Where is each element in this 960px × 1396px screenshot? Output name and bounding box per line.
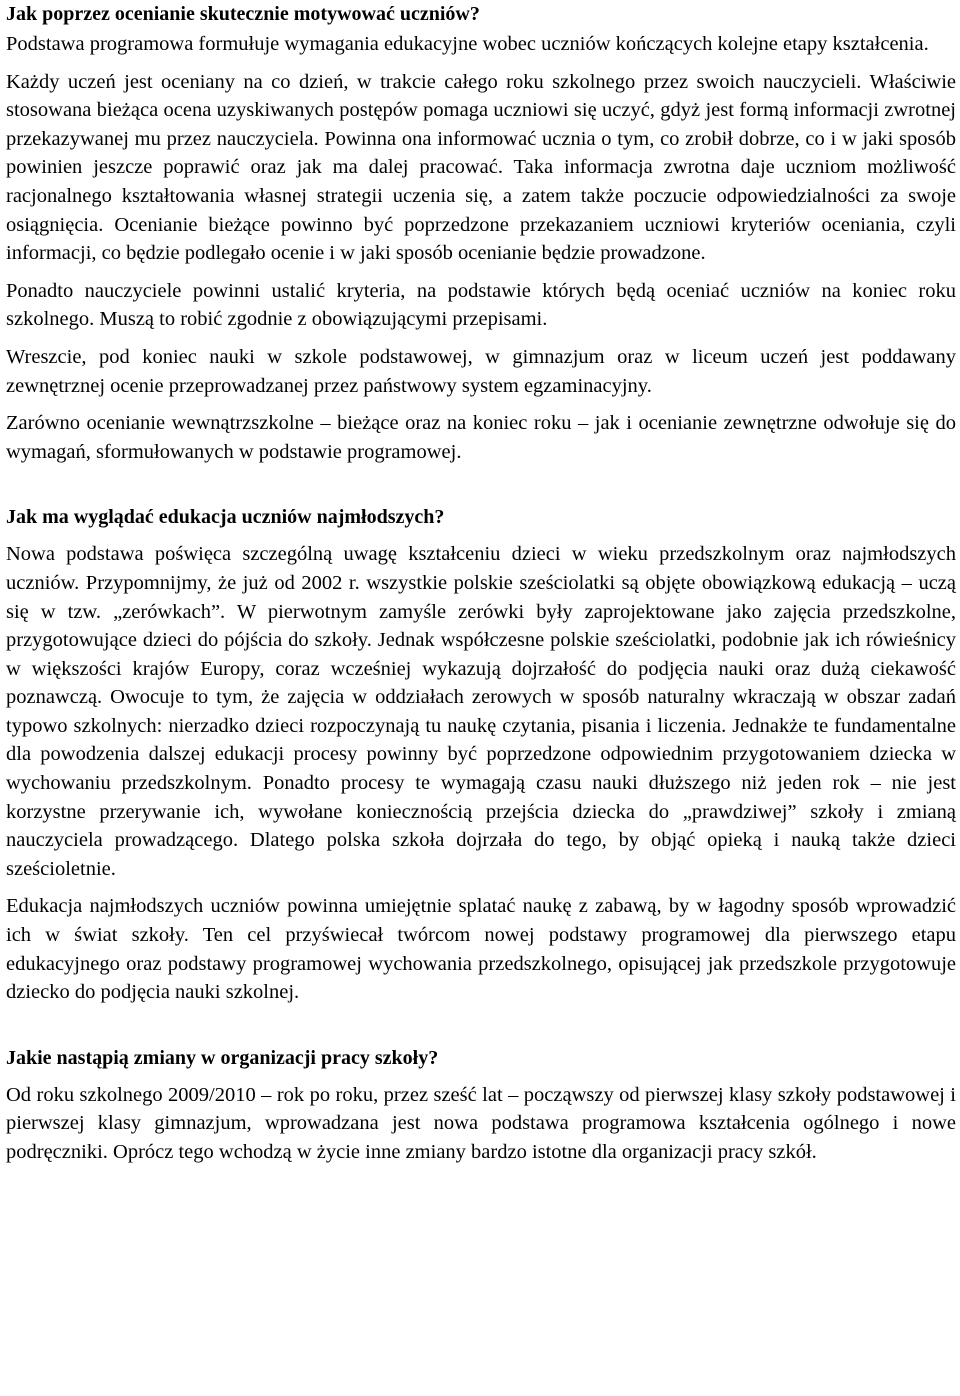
section-youngest-students [6,503,956,1007]
paragraph: Od roku szkolnego 2009/2010 – rok po roku, przez sześć lat – począwszy od pierwszej klasy szkoły podstawowej i pierwszej klasy gimnazjum, wprowadzana jest nowa podstawa programowa kształcenia ogólnego i nowe podręczniki. Oprócz tego wchodzą w życie inne zmiany bardzo istotne dla organizacji pracy szkół. [6,1083,956,1163]
paragraph: Nowa podstawa poświęca szczególną uwagę kształceniu dzieci w wieku przedszkolnym oraz najmłodszych uczniów. Przypomnijmy, że już od 2002 r. wszystkie polskie sześciolatki są objęte obowiązkową edukacją – uczą się w tzw. „zerówkach”. W pierwotnym zamyśle zerówki były zaprojektowane jako zajęcia przedszkolne, przygotowujące dzieci do pójścia do szkoły. Jednak współczesne polskie sześciolatki, podobnie jak ich rówieśnicy w większości krajów Europy, coraz wcześniej wykazują dojrzałość do podjęcia nauki oraz dużą ciekawość poznawczą. Owocuje to tym, że zajęcia w oddziałach zerowych w sposób naturalny wkraczają w obszar zadań typowo szkolnych: nierzadko dzieci rozpoczynają tu naukę czytania, pisania i liczenia. Jednakże te fundamentalne dla powodzenia dalszej edukacji procesy powinny być poprzedzone odpowiednim przygotowaniem dziecka w wychowaniu przedszkolnym. Ponadto procesy te wymagają czasu nauki dłuższego niż jeden rok – nie jest korzystne przerywanie ich, wywołane koniecznością przejścia dziecka do „prawdziwej” szkoły i zmianą nauczyciela prowadzącego. Dlatego polska szkoła dojrzała do tego, by objąć opieką i nauką także dzieci sześcioletnie. [6,543,956,880]
paragraph: Podstawa programowa formułuje wymagania edukacyjne wobec uczniów kończących kolejne etapy kształcenia. [6,33,929,55]
paragraph: Wreszcie, pod koniec nauki w szkole podstawowej, w gimnazjum oraz w liceum uczeń jest poddawany zewnętrznej ocenie przeprowadzanej przez państwowy system egzaminacyjny. [6,345,956,397]
section-heading: Jak ma wyglądać edukacja uczniów najmłodszych? [6,506,445,529]
paragraph: Edukacja najmłodszych uczniów powinna umiejętnie splatać naukę z zabawą, by w łagodny sposób wprowadzić ich w świat szkoły. Ten cel przyświecał twórcom nowej podstawy programowej dla pierwszego etapu edukacyjnego oraz podstawy programowej wychowania przedszkolnego, opisującej jak przedszkole przygotowuje dziecko do podjęcia nauki szkolnej. [6,895,956,1004]
section-heading: Jak poprzez ocenianie skutecznie motywować uczniów? [6,3,480,25]
document-page [6,0,956,1167]
section-school-organization [6,1044,956,1167]
paragraph: Zarówno ocenianie wewnątrzszkolne – bieżące oraz na koniec roku – jak i ocenianie zewnętrzne odwołuje się do wymagań, sformułowanych w podstawie programowej. [6,412,956,463]
paragraph: Ponadto nauczyciele powinni ustalić kryteria, na podstawie których będą oceniać uczniów na koniec roku szkolnego. Muszą to robić zgodnie z obowiązującymi przepisami. [6,279,956,331]
paragraph: Każdy uczeń jest oceniany na co dzień, w trakcie całego roku szkolnego przez swoich nauczycieli. Właściwie stosowana bieżąca ocena uzyskiwanych postępów pomaga uczniowi się uczyć, gdyż jest formą informacji zwrotnej przekazywanej mu przez nauczyciela. Powinna ona informować ucznia o tym, co zrobił dobrze, co i w jaki sposób powinien jeszcze poprawić oraz jak ma dalej pracować. Taka informacja zwrotna daje uczniom możliwość racjonalnego kształtowania własnej strategii uczenia się, a zatem także poczucie odpowiedzialności za swoje osiągnięcia. Ocenianie bieżące powinno być poprzedzone przekazaniem uczniowi kryteriów oceniania, czyli informacji, co będzie podlegało ocenie i w jaki sposób ocenianie będzie prowadzone. [6,70,956,265]
section-motivation [6,0,956,466]
section-heading: Jakie nastąpią zmiany w organizacji pracy szkoły? [6,1046,439,1069]
